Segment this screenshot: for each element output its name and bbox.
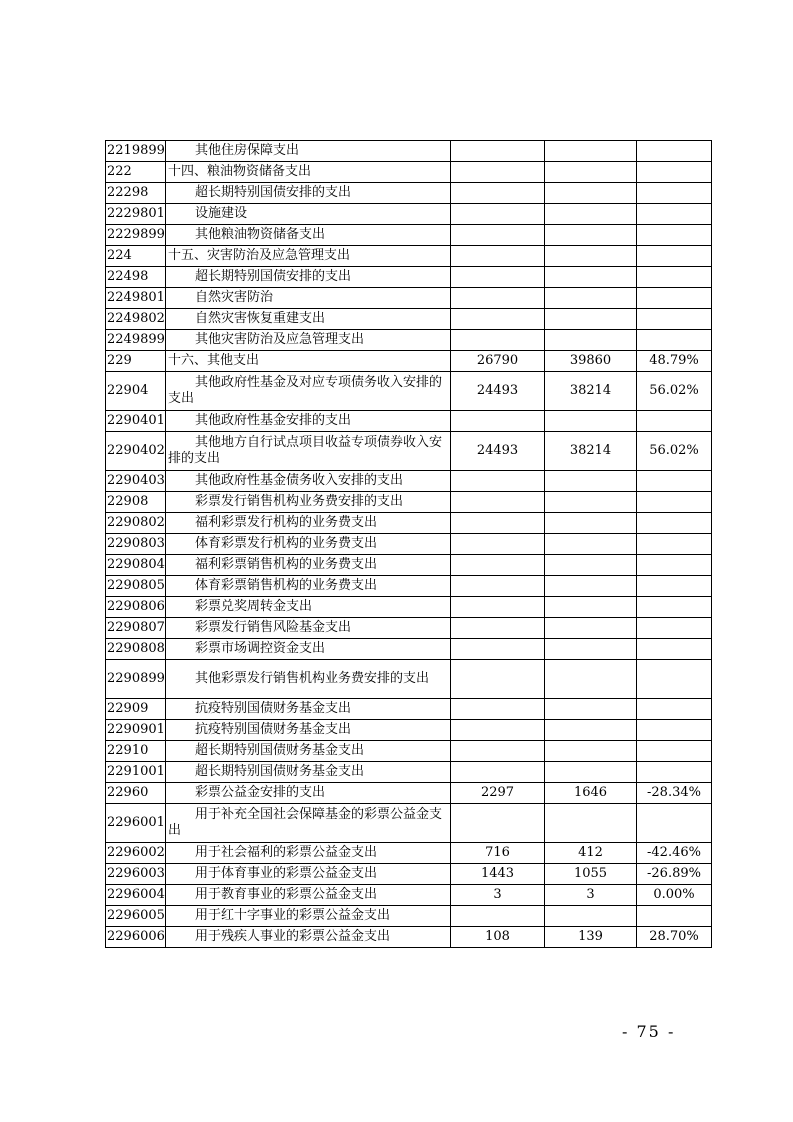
table-row [106, 660, 712, 699]
change-percent-cell [637, 246, 712, 267]
subject-code-cell: 2290807 [106, 618, 166, 639]
value-1-cell [451, 639, 545, 660]
value-2-cell [545, 699, 637, 720]
subject-code-cell: 22908 [106, 492, 166, 513]
value-2-cell: 39860 [545, 351, 637, 372]
table-row [106, 762, 712, 783]
subject-name-cell: 自然灾害防治 [166, 288, 451, 309]
subject-name-cell: 用于教育事业的彩票公益金支出 [166, 885, 451, 906]
subject-code-cell: 2296004 [106, 885, 166, 906]
value-2-cell [545, 162, 637, 183]
subject-name-cell: 用于补充全国社会保障基金的彩票公益金支出 [166, 804, 451, 843]
subject-code-cell: 22960 [106, 783, 166, 804]
subject-code-cell: 222 [106, 162, 166, 183]
subject-name-cell: 其他粮油物资储备支出 [166, 225, 451, 246]
table-row [106, 555, 712, 576]
change-percent-cell [637, 225, 712, 246]
subject-name-cell: 超长期特别国债安排的支出 [166, 183, 451, 204]
value-2-cell [545, 411, 637, 432]
value-2-cell [545, 246, 637, 267]
change-percent-cell [637, 555, 712, 576]
change-percent-cell [637, 141, 712, 162]
value-2-cell [545, 660, 637, 699]
subject-code-cell: 22909 [106, 699, 166, 720]
subject-code-cell: 2290808 [106, 639, 166, 660]
value-2-cell [545, 720, 637, 741]
change-percent-cell [637, 288, 712, 309]
value-2-cell [545, 309, 637, 330]
change-percent-cell [637, 534, 712, 555]
table-row [106, 288, 712, 309]
value-2-cell [545, 555, 637, 576]
table-row [106, 330, 712, 351]
table-row [106, 351, 712, 372]
subject-name-cell: 彩票发行销售风险基金支出 [166, 618, 451, 639]
subject-code-cell: 2229899 [106, 225, 166, 246]
subject-name-cell: 彩票兑奖周转金支出 [166, 597, 451, 618]
change-percent-cell [637, 204, 712, 225]
subject-name-cell: 福利彩票发行机构的业务费支出 [166, 513, 451, 534]
value-2-cell: 1646 [545, 783, 637, 804]
value-2-cell: 38214 [545, 372, 637, 411]
table-row [106, 471, 712, 492]
subject-name-cell: 十五、灾害防治及应急管理支出 [166, 246, 451, 267]
table-row [106, 246, 712, 267]
subject-code-cell: 22904 [106, 372, 166, 411]
table-row [106, 534, 712, 555]
value-2-cell [545, 906, 637, 927]
change-percent-cell [637, 804, 712, 843]
subject-code-cell: 2290899 [106, 660, 166, 699]
change-percent-cell [637, 411, 712, 432]
subject-name-cell: 自然灾害恢复重建支出 [166, 309, 451, 330]
subject-code-cell: 2229801 [106, 204, 166, 225]
change-percent-cell: -26.89% [637, 864, 712, 885]
change-percent-cell [637, 183, 712, 204]
value-2-cell: 139 [545, 927, 637, 948]
subject-name-cell: 其他政府性基金及对应专项债务收入安排的支出 [166, 372, 451, 411]
subject-name-cell: 其他地方自行试点项目收益专项债券收入安排的支出 [166, 432, 451, 471]
subject-name-cell: 用于残疾人事业的彩票公益金支出 [166, 927, 451, 948]
subject-name-cell: 十六、其他支出 [166, 351, 451, 372]
subject-name-cell: 福利彩票销售机构的业务费支出 [166, 555, 451, 576]
subject-code-cell: 2296001 [106, 804, 166, 843]
subject-code-cell: 2290402 [106, 432, 166, 471]
table-row [106, 162, 712, 183]
value-1-cell [451, 246, 545, 267]
subject-name-cell: 抗疫特别国债财务基金支出 [166, 699, 451, 720]
change-percent-cell: 56.02% [637, 432, 712, 471]
value-2-cell [545, 267, 637, 288]
change-percent-cell [637, 330, 712, 351]
change-percent-cell [637, 762, 712, 783]
table-row [106, 411, 712, 432]
value-1-cell: 716 [451, 843, 545, 864]
subject-code-cell: 2219899 [106, 141, 166, 162]
value-2-cell [545, 141, 637, 162]
change-percent-cell: -42.46% [637, 843, 712, 864]
value-2-cell [545, 330, 637, 351]
change-percent-cell [637, 741, 712, 762]
value-2-cell [545, 597, 637, 618]
change-percent-cell [637, 660, 712, 699]
table-row [106, 843, 712, 864]
table-row [106, 618, 712, 639]
change-percent-cell [637, 699, 712, 720]
change-percent-cell [637, 162, 712, 183]
subject-code-cell: 2290805 [106, 576, 166, 597]
table-row [106, 576, 712, 597]
subject-code-cell: 229 [106, 351, 166, 372]
subject-code-cell: 2290806 [106, 597, 166, 618]
value-1-cell: 2297 [451, 783, 545, 804]
value-2-cell [545, 471, 637, 492]
subject-code-cell: 2249802 [106, 309, 166, 330]
change-percent-cell [637, 513, 712, 534]
change-percent-cell [637, 906, 712, 927]
subject-name-cell: 其他政府性基金安排的支出 [166, 411, 451, 432]
subject-name-cell: 体育彩票发行机构的业务费支出 [166, 534, 451, 555]
table-row [106, 885, 712, 906]
subject-name-cell: 其他彩票发行销售机构业务费安排的支出 [166, 660, 451, 699]
value-1-cell [451, 741, 545, 762]
subject-name-cell: 超长期特别国债财务基金支出 [166, 741, 451, 762]
value-1-cell: 3 [451, 885, 545, 906]
value-1-cell: 26790 [451, 351, 545, 372]
value-1-cell [451, 411, 545, 432]
value-2-cell [545, 762, 637, 783]
value-1-cell [451, 597, 545, 618]
table-row [106, 699, 712, 720]
table-row [106, 906, 712, 927]
value-2-cell [545, 225, 637, 246]
value-1-cell [451, 492, 545, 513]
subject-code-cell: 22498 [106, 267, 166, 288]
value-1-cell [451, 762, 545, 783]
table-row [106, 864, 712, 885]
table-row [106, 267, 712, 288]
budget-table-body [106, 141, 712, 948]
value-1-cell [451, 141, 545, 162]
value-1-cell [451, 309, 545, 330]
value-1-cell [451, 471, 545, 492]
subject-code-cell: 2290901 [106, 720, 166, 741]
subject-name-cell: 用于红十字事业的彩票公益金支出 [166, 906, 451, 927]
subject-name-cell: 设施建设 [166, 204, 451, 225]
change-percent-cell [637, 576, 712, 597]
value-2-cell [545, 534, 637, 555]
subject-code-cell: 2296005 [106, 906, 166, 927]
subject-code-cell: 2290401 [106, 411, 166, 432]
table-row [106, 225, 712, 246]
subject-name-cell: 彩票发行销售机构业务费安排的支出 [166, 492, 451, 513]
value-1-cell [451, 618, 545, 639]
value-1-cell [451, 267, 545, 288]
change-percent-cell: 56.02% [637, 372, 712, 411]
table-row [106, 720, 712, 741]
change-percent-cell: 28.70% [637, 927, 712, 948]
value-2-cell [545, 513, 637, 534]
page-number: - 75 - [622, 1022, 676, 1041]
value-1-cell: 24493 [451, 432, 545, 471]
subject-code-cell: 2296003 [106, 864, 166, 885]
subject-name-cell: 彩票市场调控资金支出 [166, 639, 451, 660]
value-1-cell [451, 288, 545, 309]
value-2-cell: 412 [545, 843, 637, 864]
table-row [106, 432, 712, 471]
value-1-cell [451, 204, 545, 225]
subject-code-cell: 2249899 [106, 330, 166, 351]
change-percent-cell [637, 267, 712, 288]
change-percent-cell [637, 471, 712, 492]
table-row [106, 492, 712, 513]
value-1-cell [451, 225, 545, 246]
value-1-cell [451, 699, 545, 720]
subject-code-cell: 2290804 [106, 555, 166, 576]
change-percent-cell: 48.79% [637, 351, 712, 372]
change-percent-cell [637, 597, 712, 618]
subject-name-cell: 其他灾害防治及应急管理支出 [166, 330, 451, 351]
subject-name-cell: 其他政府性基金债务收入安排的支出 [166, 471, 451, 492]
value-1-cell [451, 906, 545, 927]
value-1-cell [451, 576, 545, 597]
value-2-cell: 3 [545, 885, 637, 906]
change-percent-cell: 0.00% [637, 885, 712, 906]
subject-code-cell: 2290803 [106, 534, 166, 555]
table-row [106, 372, 712, 411]
value-1-cell [451, 183, 545, 204]
table-row [106, 927, 712, 948]
change-percent-cell [637, 309, 712, 330]
subject-name-cell: 其他住房保障支出 [166, 141, 451, 162]
subject-name-cell: 彩票公益金安排的支出 [166, 783, 451, 804]
table-row [106, 513, 712, 534]
subject-code-cell: 2290802 [106, 513, 166, 534]
value-1-cell [451, 162, 545, 183]
value-1-cell [451, 555, 545, 576]
table-row [106, 597, 712, 618]
subject-name-cell: 抗疫特别国债财务基金支出 [166, 720, 451, 741]
change-percent-cell [637, 639, 712, 660]
subject-code-cell: 2291001 [106, 762, 166, 783]
change-percent-cell [637, 618, 712, 639]
subject-code-cell: 22298 [106, 183, 166, 204]
subject-code-cell: 22910 [106, 741, 166, 762]
value-2-cell [545, 576, 637, 597]
value-1-cell: 108 [451, 927, 545, 948]
value-1-cell [451, 804, 545, 843]
subject-name-cell: 十四、粮油物资储备支出 [166, 162, 451, 183]
subject-code-cell: 2249801 [106, 288, 166, 309]
change-percent-cell: -28.34% [637, 783, 712, 804]
change-percent-cell [637, 492, 712, 513]
value-2-cell [545, 492, 637, 513]
subject-name-cell: 超长期特别国债安排的支出 [166, 267, 451, 288]
table-row [106, 741, 712, 762]
table-row [106, 141, 712, 162]
value-2-cell: 1055 [545, 864, 637, 885]
value-1-cell [451, 720, 545, 741]
budget-table [105, 140, 712, 948]
value-2-cell [545, 183, 637, 204]
value-1-cell: 24493 [451, 372, 545, 411]
value-1-cell [451, 534, 545, 555]
value-1-cell: 1443 [451, 864, 545, 885]
subject-code-cell: 2296002 [106, 843, 166, 864]
table-row [106, 639, 712, 660]
table-row [106, 183, 712, 204]
subject-name-cell: 用于体育事业的彩票公益金支出 [166, 864, 451, 885]
value-2-cell: 38214 [545, 432, 637, 471]
value-2-cell [545, 741, 637, 762]
value-2-cell [545, 639, 637, 660]
value-2-cell [545, 288, 637, 309]
table-row [106, 204, 712, 225]
subject-name-cell: 用于社会福利的彩票公益金支出 [166, 843, 451, 864]
change-percent-cell [637, 720, 712, 741]
subject-name-cell: 体育彩票销售机构的业务费支出 [166, 576, 451, 597]
value-2-cell [545, 204, 637, 225]
value-2-cell [545, 804, 637, 843]
subject-code-cell: 224 [106, 246, 166, 267]
value-1-cell [451, 513, 545, 534]
table-row [106, 783, 712, 804]
table-row [106, 309, 712, 330]
table-row [106, 804, 712, 843]
subject-name-cell: 超长期特别国债财务基金支出 [166, 762, 451, 783]
value-2-cell [545, 618, 637, 639]
subject-code-cell: 2290403 [106, 471, 166, 492]
subject-code-cell: 2296006 [106, 927, 166, 948]
value-1-cell [451, 330, 545, 351]
value-1-cell [451, 660, 545, 699]
